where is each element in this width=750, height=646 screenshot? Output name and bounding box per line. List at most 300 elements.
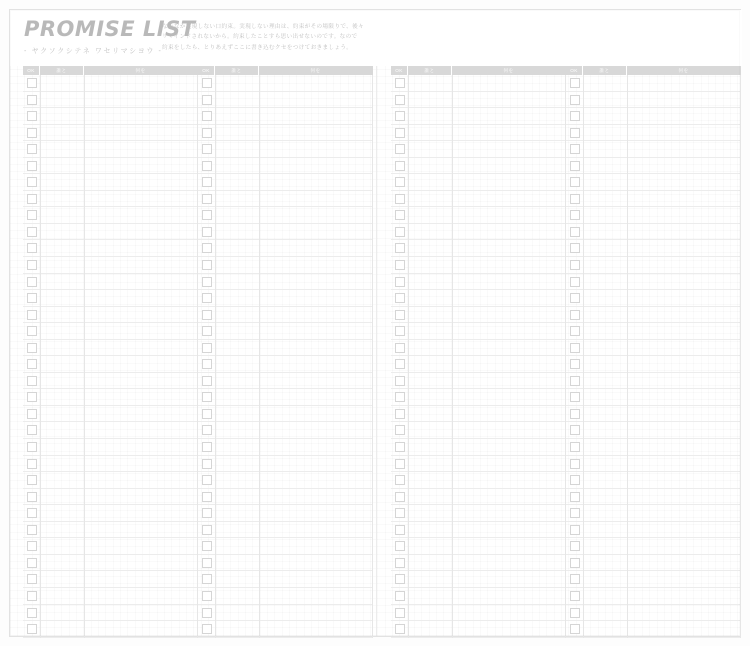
ok-checkbox[interactable]: [395, 161, 405, 171]
table-row[interactable]: [198, 207, 373, 224]
ok-checkbox[interactable]: [395, 475, 405, 485]
ok-checkbox[interactable]: [202, 624, 212, 634]
ok-checkbox[interactable]: [395, 541, 405, 551]
ok-checkbox[interactable]: [395, 459, 405, 469]
table-row[interactable]: [391, 92, 566, 109]
ok-checkbox[interactable]: [570, 409, 580, 419]
table-row[interactable]: [23, 207, 198, 224]
ok-checkbox[interactable]: [27, 608, 37, 618]
table-row[interactable]: [198, 422, 373, 439]
ok-checkbox[interactable]: [202, 210, 212, 220]
promise-column: [23, 66, 198, 638]
table-row[interactable]: [23, 224, 198, 241]
table-row[interactable]: [23, 505, 198, 522]
table-row[interactable]: [198, 141, 373, 158]
table-row[interactable]: [23, 274, 198, 291]
table-row[interactable]: [391, 191, 566, 208]
table-row[interactable]: [566, 456, 741, 473]
ok-checkbox[interactable]: [570, 442, 580, 452]
ok-checkbox[interactable]: [202, 359, 212, 369]
table-row[interactable]: [23, 538, 198, 555]
table-row[interactable]: [23, 191, 198, 208]
ok-checkbox[interactable]: [202, 574, 212, 584]
ok-checkbox[interactable]: [27, 591, 37, 601]
ok-checkbox[interactable]: [395, 194, 405, 204]
column-divider: [740, 75, 741, 638]
column-divider: [84, 75, 85, 638]
table-row[interactable]: [391, 356, 566, 373]
ok-checkbox[interactable]: [202, 608, 212, 618]
ok-checkbox[interactable]: [27, 326, 37, 336]
ok-checkbox[interactable]: [202, 243, 212, 253]
table-row[interactable]: [566, 125, 741, 142]
table-row[interactable]: [198, 356, 373, 373]
ok-checkbox[interactable]: [202, 326, 212, 336]
ok-checkbox[interactable]: [395, 128, 405, 138]
ok-checkbox[interactable]: [395, 574, 405, 584]
table-row[interactable]: [566, 555, 741, 572]
table-row[interactable]: [391, 406, 566, 423]
table-row[interactable]: [566, 472, 741, 489]
ok-checkbox[interactable]: [395, 376, 405, 386]
table-row[interactable]: [566, 373, 741, 390]
ok-checkbox[interactable]: [570, 144, 580, 154]
ok-checkbox[interactable]: [395, 343, 405, 353]
table-row[interactable]: [198, 621, 373, 638]
ok-checkbox[interactable]: [202, 475, 212, 485]
ok-checkbox[interactable]: [202, 111, 212, 121]
table-body: [391, 75, 566, 638]
table-row[interactable]: [566, 92, 741, 109]
ok-checkbox[interactable]: [202, 144, 212, 154]
ok-checkbox[interactable]: [202, 78, 212, 88]
ok-checkbox[interactable]: [570, 541, 580, 551]
ok-checkbox[interactable]: [202, 376, 212, 386]
ok-checkbox[interactable]: [570, 243, 580, 253]
table-row[interactable]: [198, 257, 373, 274]
table-row[interactable]: [566, 290, 741, 307]
ok-checkbox[interactable]: [27, 128, 37, 138]
table-row[interactable]: [198, 290, 373, 307]
ok-checkbox[interactable]: [202, 277, 212, 287]
table-row[interactable]: [566, 489, 741, 506]
column-header-memo: 何を: [503, 67, 514, 73]
table-row[interactable]: [23, 307, 198, 324]
ok-checkbox[interactable]: [27, 210, 37, 220]
table-row[interactable]: [198, 571, 373, 588]
ok-checkbox[interactable]: [395, 293, 405, 303]
ok-checkbox[interactable]: [202, 95, 212, 105]
table-row[interactable]: [566, 356, 741, 373]
ok-checkbox[interactable]: [202, 508, 212, 518]
table-row[interactable]: [391, 422, 566, 439]
ok-checkbox[interactable]: [395, 144, 405, 154]
table-row[interactable]: [566, 505, 741, 522]
ok-checkbox[interactable]: [395, 409, 405, 419]
table-row[interactable]: [566, 307, 741, 324]
table-row[interactable]: [198, 472, 373, 489]
table-row[interactable]: [566, 323, 741, 340]
table-row[interactable]: [391, 257, 566, 274]
ok-checkbox[interactable]: [202, 227, 212, 237]
ok-checkbox[interactable]: [570, 591, 580, 601]
table-row[interactable]: [23, 605, 198, 622]
table-row[interactable]: [198, 158, 373, 175]
table-row[interactable]: [198, 406, 373, 423]
ok-checkbox[interactable]: [27, 475, 37, 485]
ok-checkbox[interactable]: [395, 277, 405, 287]
ok-checkbox[interactable]: [395, 78, 405, 88]
ok-checkbox[interactable]: [27, 161, 37, 171]
table-row[interactable]: [566, 621, 741, 638]
ok-checkbox[interactable]: [202, 558, 212, 568]
ok-checkbox[interactable]: [570, 343, 580, 353]
table-row[interactable]: [391, 588, 566, 605]
table-row[interactable]: [198, 456, 373, 473]
table-row[interactable]: [23, 108, 198, 125]
ok-checkbox[interactable]: [395, 243, 405, 253]
ok-checkbox[interactable]: [395, 177, 405, 187]
ok-checkbox[interactable]: [27, 243, 37, 253]
table-row[interactable]: [198, 538, 373, 555]
ok-checkbox[interactable]: [27, 343, 37, 353]
table-body: [198, 75, 373, 638]
table-row[interactable]: [391, 323, 566, 340]
table-row[interactable]: [23, 356, 198, 373]
ok-checkbox[interactable]: [570, 425, 580, 435]
table-row[interactable]: [198, 522, 373, 539]
table-row[interactable]: [566, 240, 741, 257]
table-row[interactable]: [566, 224, 741, 241]
table-row[interactable]: [566, 605, 741, 622]
table-row[interactable]: [391, 108, 566, 125]
table-body: [566, 75, 741, 638]
table-header-row: [23, 66, 198, 75]
table-row[interactable]: [391, 274, 566, 291]
table-row[interactable]: [23, 174, 198, 191]
table-row[interactable]: [391, 489, 566, 506]
table-row[interactable]: [391, 505, 566, 522]
ok-checkbox[interactable]: [202, 392, 212, 402]
table-row[interactable]: [198, 75, 373, 92]
table-row[interactable]: [566, 571, 741, 588]
table-row[interactable]: [391, 389, 566, 406]
table-row[interactable]: [23, 340, 198, 357]
ok-checkbox[interactable]: [395, 492, 405, 502]
table-row[interactable]: [23, 422, 198, 439]
table-row[interactable]: [391, 290, 566, 307]
table-row[interactable]: [198, 340, 373, 357]
ok-checkbox[interactable]: [202, 128, 212, 138]
promise-column: [391, 66, 566, 638]
table-row[interactable]: [198, 505, 373, 522]
table-row[interactable]: [391, 373, 566, 390]
table-row[interactable]: [23, 588, 198, 605]
table-row[interactable]: [23, 290, 198, 307]
ok-checkbox[interactable]: [395, 227, 405, 237]
table-row[interactable]: [23, 456, 198, 473]
table-row[interactable]: [198, 439, 373, 456]
ok-checkbox[interactable]: [202, 525, 212, 535]
ok-checkbox[interactable]: [570, 78, 580, 88]
ok-checkbox[interactable]: [570, 574, 580, 584]
ok-checkbox[interactable]: [202, 310, 212, 320]
ok-checkbox[interactable]: [395, 508, 405, 518]
table-row[interactable]: [391, 621, 566, 638]
ok-checkbox[interactable]: [570, 525, 580, 535]
ok-checkbox[interactable]: [395, 95, 405, 105]
table-row[interactable]: [391, 75, 566, 92]
table-row[interactable]: [198, 605, 373, 622]
ok-checkbox[interactable]: [395, 359, 405, 369]
ok-checkbox[interactable]: [395, 442, 405, 452]
ok-checkbox[interactable]: [395, 111, 405, 121]
intro-line-1: なかなか実現しない口約束。実現しない理由は、約束がその場限りで、後々: [162, 24, 364, 30]
table-body: [23, 75, 198, 638]
table-row[interactable]: [198, 489, 373, 506]
table-row[interactable]: [391, 439, 566, 456]
page-subtitle: - ヤクソクシテネ ワセリマシヨウ -: [24, 48, 163, 55]
ok-checkbox[interactable]: [202, 260, 212, 270]
ok-checkbox[interactable]: [570, 161, 580, 171]
column-divider: [408, 75, 409, 638]
ok-checkbox[interactable]: [570, 227, 580, 237]
table-row[interactable]: [198, 555, 373, 572]
table-row[interactable]: [391, 224, 566, 241]
ok-checkbox[interactable]: [27, 95, 37, 105]
table-row[interactable]: [23, 406, 198, 423]
ok-checkbox[interactable]: [202, 409, 212, 419]
table-row[interactable]: [391, 571, 566, 588]
ok-checkbox[interactable]: [202, 425, 212, 435]
promise-column: [566, 66, 741, 638]
table-row[interactable]: [391, 605, 566, 622]
table-row[interactable]: [566, 158, 741, 175]
ok-checkbox[interactable]: [202, 591, 212, 601]
ok-checkbox[interactable]: [27, 392, 37, 402]
ok-checkbox[interactable]: [27, 177, 37, 187]
ok-checkbox[interactable]: [570, 508, 580, 518]
promise-columns: [10, 66, 742, 638]
ok-checkbox[interactable]: [27, 574, 37, 584]
ok-checkbox[interactable]: [27, 425, 37, 435]
intro-line-2: リマインドされないから。約束したことすら思い出せないのです。なので: [162, 34, 358, 41]
table-row[interactable]: [566, 191, 741, 208]
ok-checkbox[interactable]: [27, 227, 37, 237]
ok-checkbox[interactable]: [570, 277, 580, 287]
table-row[interactable]: [566, 538, 741, 555]
table-row[interactable]: [198, 191, 373, 208]
table-row[interactable]: [23, 472, 198, 489]
ok-checkbox[interactable]: [570, 359, 580, 369]
table-row[interactable]: [198, 108, 373, 125]
ok-checkbox[interactable]: [202, 177, 212, 187]
table-row[interactable]: [198, 389, 373, 406]
table-row[interactable]: [566, 389, 741, 406]
ok-checkbox[interactable]: [395, 310, 405, 320]
table-header-row: [198, 66, 373, 75]
ok-checkbox[interactable]: [395, 326, 405, 336]
table-row[interactable]: [566, 522, 741, 539]
column-divider: [452, 75, 453, 638]
table-row[interactable]: [198, 307, 373, 324]
table-row[interactable]: [566, 340, 741, 357]
table-row[interactable]: [23, 92, 198, 109]
ok-checkbox[interactable]: [27, 277, 37, 287]
table-row[interactable]: [198, 323, 373, 340]
table-row[interactable]: [391, 125, 566, 142]
table-row[interactable]: [566, 207, 741, 224]
table-row[interactable]: [391, 555, 566, 572]
ok-checkbox[interactable]: [570, 558, 580, 568]
ok-checkbox[interactable]: [395, 425, 405, 435]
table-row[interactable]: [23, 75, 198, 92]
ok-checkbox[interactable]: [27, 293, 37, 303]
page-title: PROMISE LIST: [24, 17, 196, 41]
table-row[interactable]: [198, 588, 373, 605]
ok-checkbox[interactable]: [202, 541, 212, 551]
ok-checkbox[interactable]: [27, 194, 37, 204]
table-row[interactable]: [566, 108, 741, 125]
table-row[interactable]: [23, 555, 198, 572]
ok-checkbox[interactable]: [27, 508, 37, 518]
ok-checkbox[interactable]: [395, 392, 405, 402]
ok-checkbox[interactable]: [202, 194, 212, 204]
table-row[interactable]: [391, 141, 566, 158]
column-header-who: 誰と: [583, 66, 627, 75]
ok-checkbox[interactable]: [570, 194, 580, 204]
ok-checkbox[interactable]: [27, 541, 37, 551]
table-row[interactable]: [566, 257, 741, 274]
column-header-ok: OK: [198, 66, 215, 75]
ok-checkbox[interactable]: [395, 210, 405, 220]
ok-checkbox[interactable]: [395, 608, 405, 618]
ok-checkbox[interactable]: [570, 260, 580, 270]
table-row[interactable]: [391, 340, 566, 357]
ok-checkbox[interactable]: [27, 310, 37, 320]
table-row[interactable]: [198, 92, 373, 109]
ok-checkbox[interactable]: [27, 459, 37, 469]
column-divider: [40, 75, 41, 638]
column-divider: [627, 75, 628, 638]
ok-checkbox[interactable]: [570, 177, 580, 187]
table-row[interactable]: [391, 174, 566, 191]
table-row[interactable]: [198, 125, 373, 142]
table-header-row: [391, 66, 566, 75]
table-row[interactable]: [566, 274, 741, 291]
ok-checkbox[interactable]: [570, 459, 580, 469]
ok-checkbox[interactable]: [27, 525, 37, 535]
column-header-memo: 何を: [135, 67, 146, 73]
ok-checkbox[interactable]: [202, 161, 212, 171]
ok-checkbox[interactable]: [27, 260, 37, 270]
table-row[interactable]: [23, 621, 198, 638]
ok-checkbox[interactable]: [570, 310, 580, 320]
column-divider: [583, 75, 584, 638]
table-row[interactable]: [23, 257, 198, 274]
ok-checkbox[interactable]: [570, 392, 580, 402]
ok-checkbox[interactable]: [27, 558, 37, 568]
ok-checkbox[interactable]: [27, 624, 37, 634]
table-row[interactable]: [566, 141, 741, 158]
table-row[interactable]: [566, 406, 741, 423]
table-row[interactable]: [198, 240, 373, 257]
ok-checkbox[interactable]: [202, 442, 212, 452]
ok-checkbox[interactable]: [570, 326, 580, 336]
paper-sheet: [9, 9, 741, 637]
ok-checkbox[interactable]: [27, 144, 37, 154]
table-row[interactable]: [391, 240, 566, 257]
ok-checkbox[interactable]: [27, 376, 37, 386]
table-row[interactable]: [391, 158, 566, 175]
table-row[interactable]: [391, 307, 566, 324]
ok-checkbox[interactable]: [27, 409, 37, 419]
ok-checkbox[interactable]: [570, 210, 580, 220]
table-row[interactable]: [391, 207, 566, 224]
column-divider: [372, 75, 373, 638]
ok-checkbox[interactable]: [570, 128, 580, 138]
table-row[interactable]: [391, 472, 566, 489]
table-row[interactable]: [23, 373, 198, 390]
table-row[interactable]: [23, 158, 198, 175]
table-row[interactable]: [23, 439, 198, 456]
ok-checkbox[interactable]: [570, 95, 580, 105]
table-row[interactable]: [391, 538, 566, 555]
table-row[interactable]: [566, 422, 741, 439]
table-row[interactable]: [23, 323, 198, 340]
table-row[interactable]: [23, 489, 198, 506]
table-row[interactable]: [566, 439, 741, 456]
ok-checkbox[interactable]: [570, 492, 580, 502]
ok-checkbox[interactable]: [202, 459, 212, 469]
table-row[interactable]: [566, 174, 741, 191]
ok-checkbox[interactable]: [395, 558, 405, 568]
ok-checkbox[interactable]: [395, 591, 405, 601]
table-row[interactable]: [391, 456, 566, 473]
ok-checkbox[interactable]: [202, 492, 212, 502]
ok-checkbox[interactable]: [27, 78, 37, 88]
ok-checkbox[interactable]: [570, 111, 580, 121]
table-row[interactable]: [198, 174, 373, 191]
ok-checkbox[interactable]: [27, 359, 37, 369]
ok-checkbox[interactable]: [570, 293, 580, 303]
ok-checkbox[interactable]: [570, 475, 580, 485]
ok-checkbox[interactable]: [570, 376, 580, 386]
table-row[interactable]: [391, 522, 566, 539]
table-row[interactable]: [23, 522, 198, 539]
ok-checkbox[interactable]: [395, 260, 405, 270]
ok-checkbox[interactable]: [202, 293, 212, 303]
table-row[interactable]: [23, 240, 198, 257]
table-row[interactable]: [198, 224, 373, 241]
table-row[interactable]: [23, 389, 198, 406]
table-row[interactable]: [23, 571, 198, 588]
table-row[interactable]: [198, 373, 373, 390]
table-row[interactable]: [23, 141, 198, 158]
ok-checkbox[interactable]: [570, 624, 580, 634]
ok-checkbox[interactable]: [395, 624, 405, 634]
ok-checkbox[interactable]: [27, 442, 37, 452]
ok-checkbox[interactable]: [27, 492, 37, 502]
ok-checkbox[interactable]: [27, 111, 37, 121]
table-row[interactable]: [566, 588, 741, 605]
table-row[interactable]: [198, 274, 373, 291]
ok-checkbox[interactable]: [570, 608, 580, 618]
ok-checkbox[interactable]: [395, 525, 405, 535]
table-row[interactable]: [23, 125, 198, 142]
ok-checkbox[interactable]: [202, 343, 212, 353]
table-row[interactable]: [566, 75, 741, 92]
